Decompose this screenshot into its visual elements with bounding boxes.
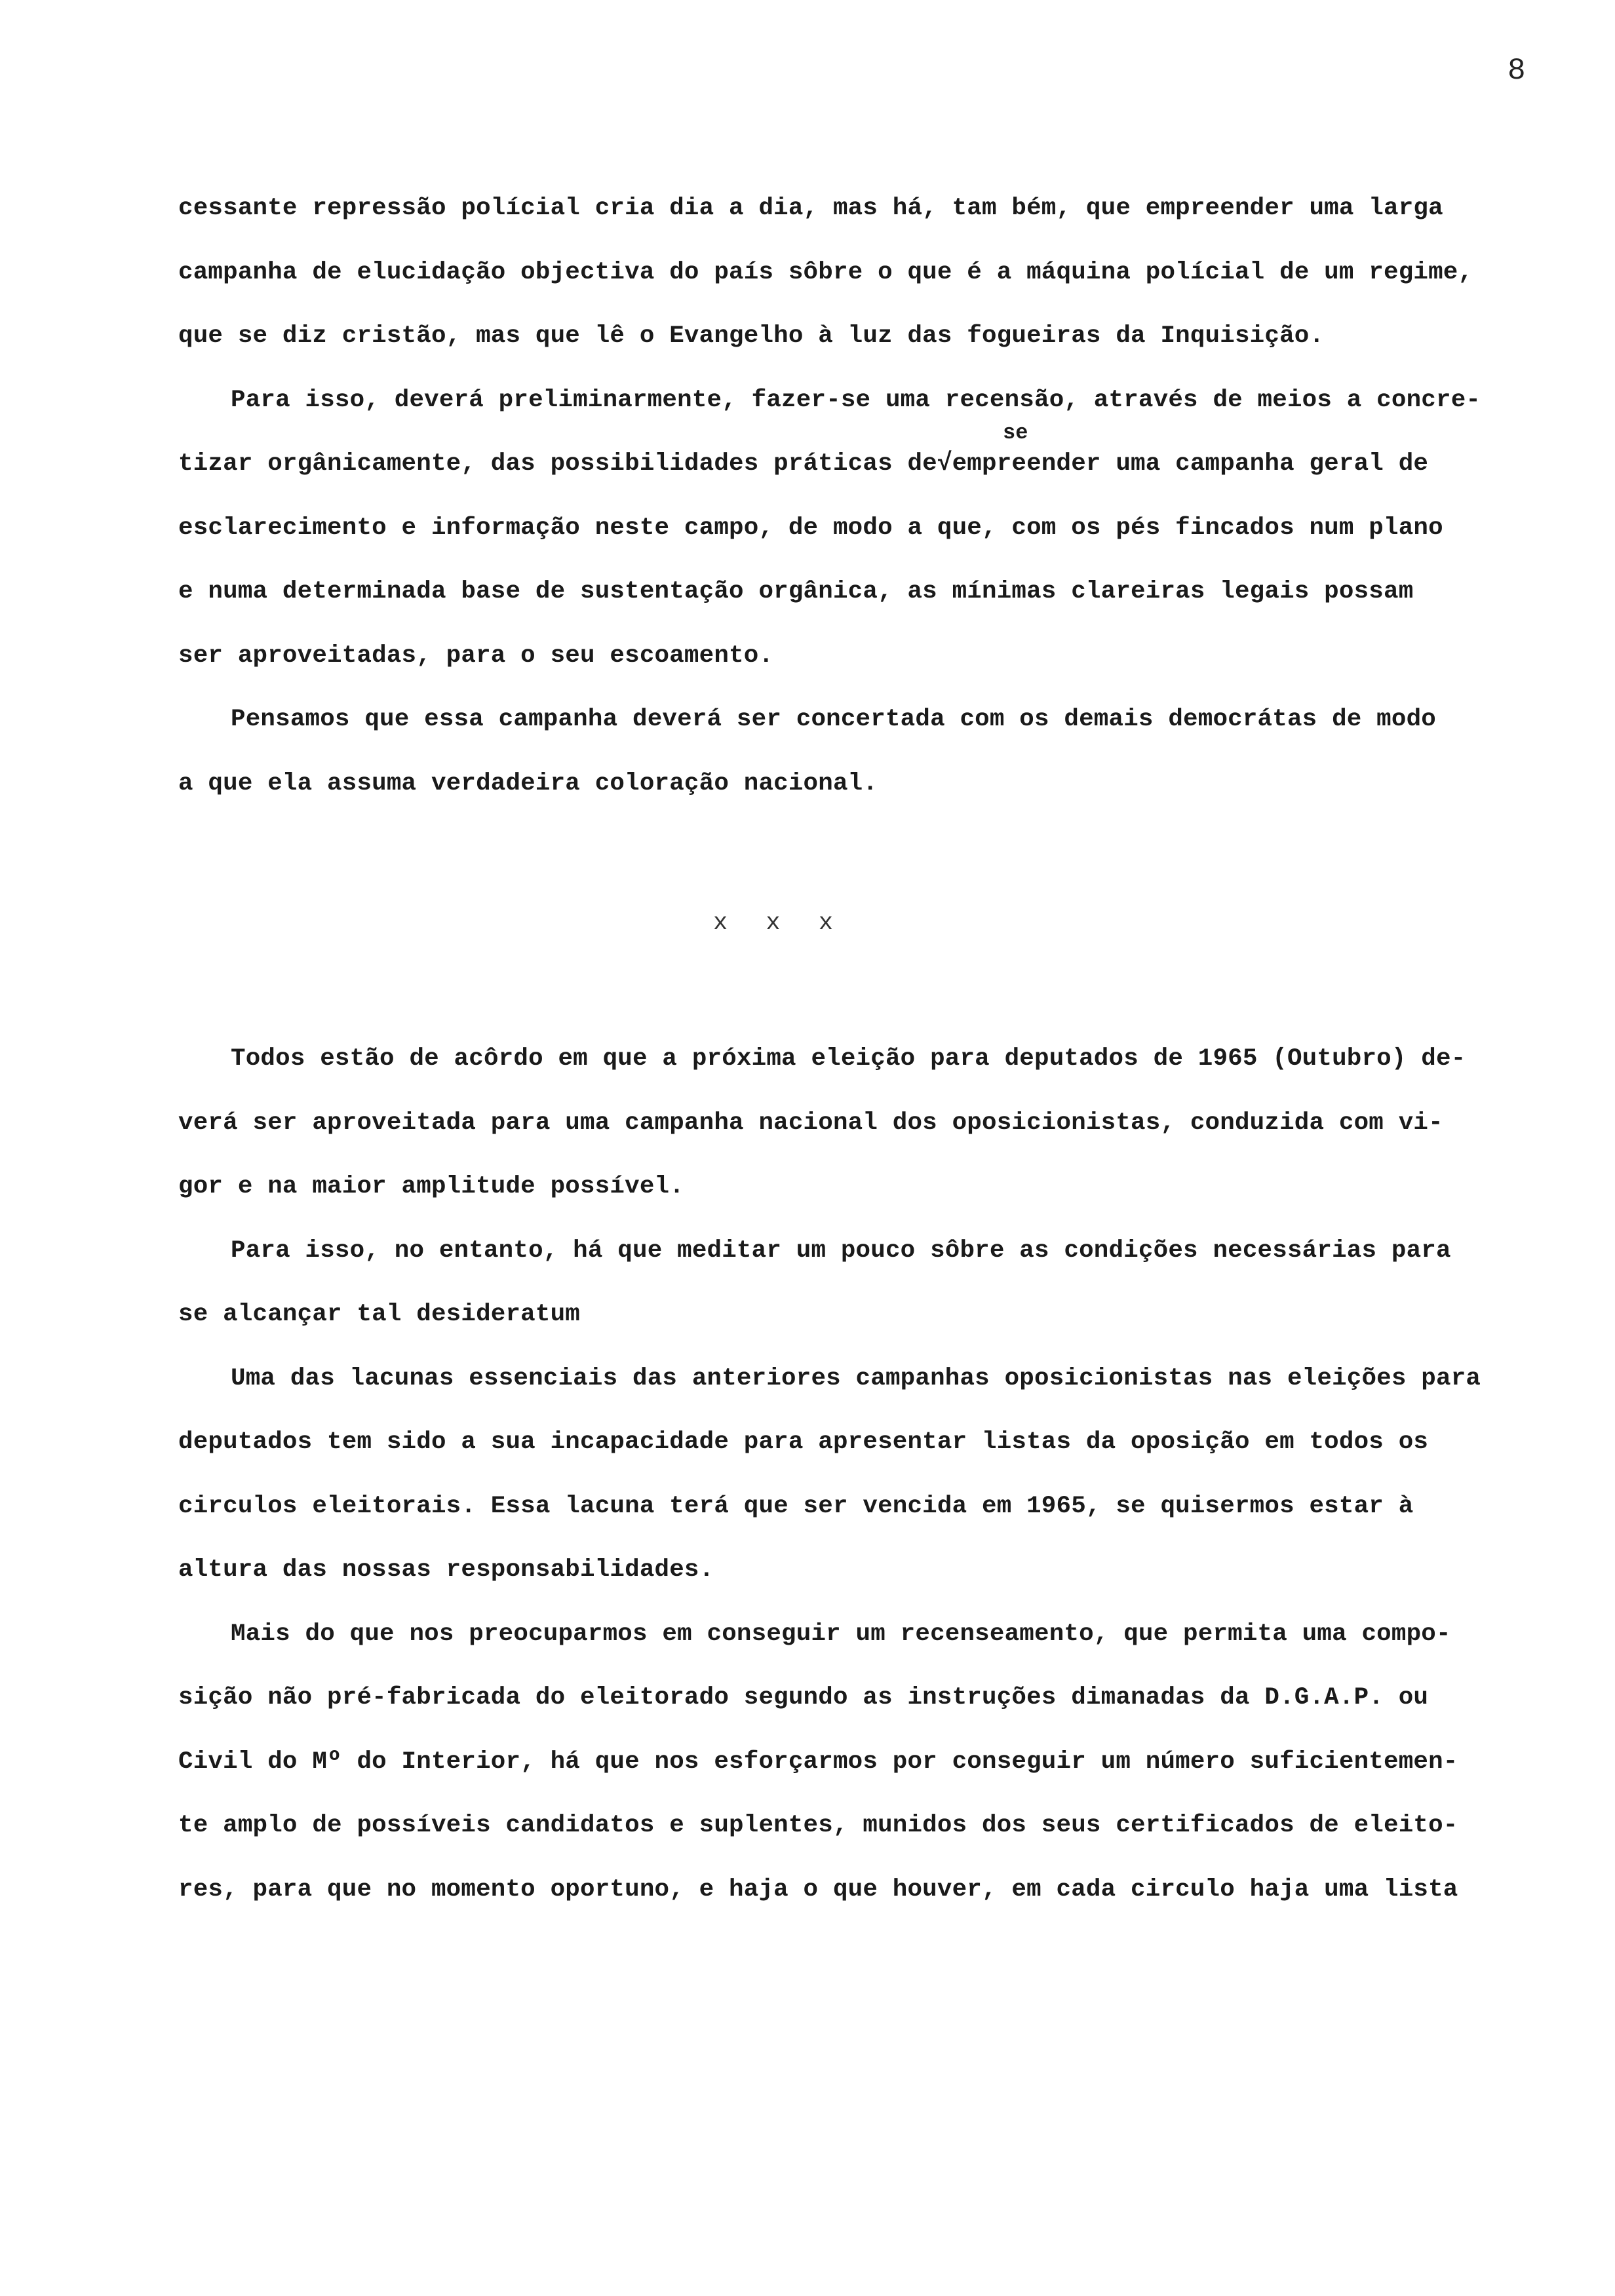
text-line: a que ela assuma verdadeira coloração nacional. bbox=[178, 769, 878, 797]
text-line: e numa determinada base de sustentação orgânica, as mínimas clareiras legais possam bbox=[178, 578, 1414, 605]
text-line: sição não pré-fabricada do eleitorado segundo as instruções dimanadas da D.G.A.P. ou bbox=[178, 1684, 1429, 1712]
text-line: Uma das lacunas essenciais das anteriores campanhas oposicionistas nas eleições para bbox=[231, 1364, 1481, 1392]
text-line: Para isso, no entanto, há que meditar um pouco sôbre as condições necessárias para bbox=[231, 1236, 1451, 1265]
text-line: campanha de elucidação objectiva do país sôbre o que é a máquina polícial de um regime, bbox=[178, 258, 1473, 286]
text-line: gor e na maior amplitude possível. bbox=[178, 1173, 684, 1200]
text-line: Mais do que nos preocuparmos em conseguir um recenseamento, que permita uma compo- bbox=[231, 1620, 1451, 1648]
text-line: Para isso, deverá preliminarmente, fazer-se uma recensão, através de meios a concre- bbox=[231, 386, 1481, 414]
text-line: Pensamos que essa campanha deverá ser concertada com os demais democrátas de modo bbox=[231, 706, 1436, 733]
text-line: esclarecimento e informação neste campo, de modo a que, com os pés fincados num plano bbox=[178, 514, 1443, 542]
text-line: Civil do Mº do Interior, há que nos esforçarmos por conseguir um número suficientemen- bbox=[178, 1748, 1458, 1776]
text-line: te amplo de possíveis candidatos e suplentes, munidos dos seus certificados de eleito- bbox=[178, 1812, 1458, 1839]
page-number: 8 bbox=[1508, 54, 1526, 88]
text-line: res, para que no momento oportuno, e haja o que houver, em cada circulo haja uma lista bbox=[178, 1875, 1458, 1904]
section-separator: x x x bbox=[713, 909, 846, 937]
interline-insert: se bbox=[1003, 421, 1028, 445]
text-line: que se diz cristão, mas que lê o Evangelho à luz das fogueiras da Inquisição. bbox=[178, 322, 1325, 350]
text-line: cessante repressão polícial cria dia a dia, mas há, tam bém, que empreender uma larga bbox=[178, 195, 1443, 222]
text-line: tizar orgânicamente, das possibilidades práticas de√empreender uma campanha geral de bbox=[178, 450, 1429, 478]
text-line: ser aproveitadas, para o seu escoamento. bbox=[178, 641, 774, 670]
paragraph-block-2 bbox=[178, 1027, 1574, 1922]
text-line: verá ser aproveitada para uma campanha nacional dos oposicionistas, conduzida com vi- bbox=[178, 1109, 1443, 1137]
text-line: Todos estão de acôrdo em que a próxima eleição para deputados de 1965 (Outubro) de- bbox=[231, 1045, 1466, 1073]
text-line: altura das nossas responsabilidades. bbox=[178, 1556, 714, 1584]
text-line: se alcançar tal desideratum bbox=[178, 1301, 580, 1328]
paragraph-block-1 bbox=[178, 177, 1574, 816]
text-line: circulos eleitorais. Essa lacuna terá que ser vencida em 1965, se quisermos estar à bbox=[178, 1492, 1414, 1520]
text-line: deputados tem sido a sua incapacidade para apresentar listas da oposição em todos os bbox=[178, 1428, 1429, 1456]
